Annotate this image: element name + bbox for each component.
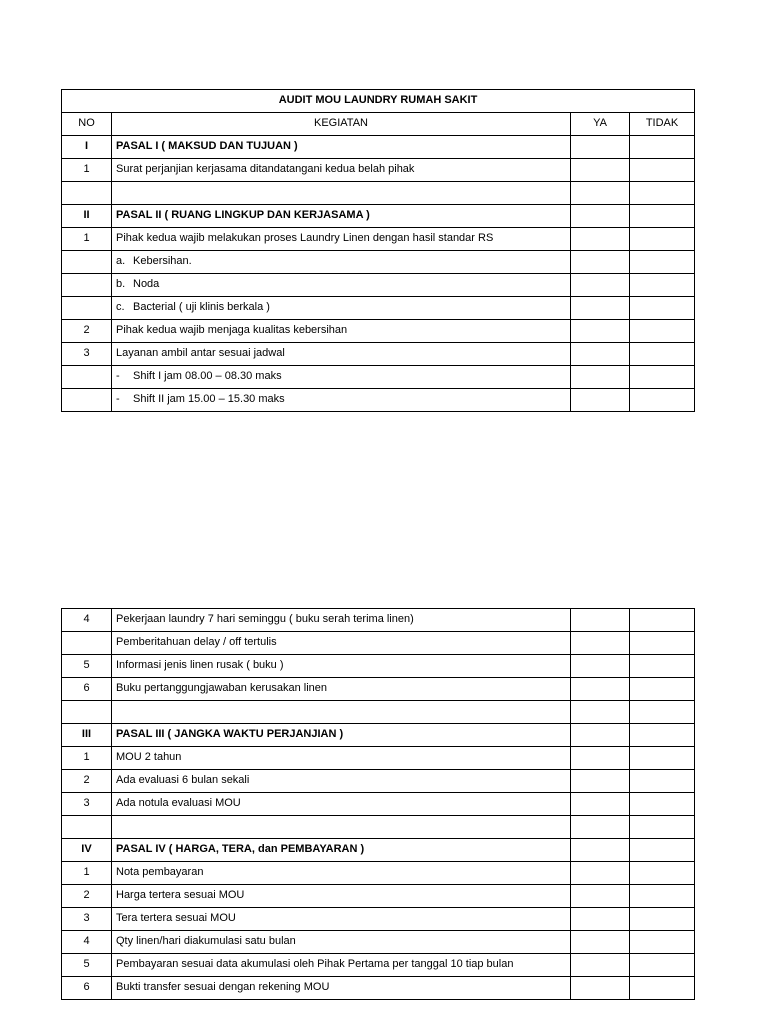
tidak-checkbox-cell[interactable] — [630, 159, 695, 182]
table-row — [62, 816, 695, 839]
table-row — [62, 205, 695, 228]
ya-checkbox-cell[interactable] — [571, 977, 630, 1000]
row-number: 6 — [62, 678, 112, 701]
row-kegiatan: PASAL IV ( HARGA, TERA, dan PEMBAYARAN ) — [112, 839, 571, 862]
tidak-checkbox-cell[interactable] — [630, 609, 695, 632]
document-title: AUDIT MOU LAUNDRY RUMAH SAKIT — [62, 90, 695, 113]
tidak-checkbox-cell[interactable] — [630, 297, 695, 320]
row-number — [62, 251, 112, 274]
table-row — [62, 251, 695, 274]
row-number: 1 — [62, 747, 112, 770]
list-marker: a. — [116, 255, 126, 267]
tidak-checkbox-cell[interactable] — [630, 747, 695, 770]
tidak-checkbox-cell[interactable] — [630, 678, 695, 701]
ya-checkbox-cell[interactable] — [571, 159, 630, 182]
row-text: Noda — [133, 278, 160, 290]
row-number — [62, 297, 112, 320]
row-number — [62, 816, 112, 839]
row-kegiatan: Pekerjaan laundry 7 hari seminggu ( buku serah terima linen) — [112, 609, 571, 632]
row-number: 2 — [62, 770, 112, 793]
row-text: Shift II jam 15.00 – 15.30 maks — [133, 393, 285, 405]
table-row — [62, 389, 695, 412]
audit-table-part-2 — [61, 608, 695, 1000]
ya-checkbox-cell[interactable] — [571, 701, 630, 724]
row-number: 6 — [62, 977, 112, 1000]
row-kegiatan: Surat perjanjian kerjasama ditandatangani kedua belah pihak — [112, 159, 571, 182]
ya-checkbox-cell[interactable] — [571, 908, 630, 931]
ya-checkbox-cell[interactable] — [571, 609, 630, 632]
ya-checkbox-cell[interactable] — [571, 320, 630, 343]
row-kegiatan: PASAL II ( RUANG LINGKUP DAN KERJASAMA ) — [112, 205, 571, 228]
table-row — [62, 747, 695, 770]
ya-checkbox-cell[interactable] — [571, 205, 630, 228]
row-kegiatan — [112, 182, 571, 205]
ya-checkbox-cell[interactable] — [571, 931, 630, 954]
table-row — [62, 366, 695, 389]
row-kegiatan: MOU 2 tahun — [112, 747, 571, 770]
row-number — [62, 632, 112, 655]
ya-checkbox-cell[interactable] — [571, 793, 630, 816]
row-kegiatan — [112, 251, 571, 274]
row-kegiatan — [112, 366, 571, 389]
table-row — [62, 655, 695, 678]
row-text: Shift I jam 08.00 – 08.30 maks — [133, 370, 282, 382]
row-number: 4 — [62, 931, 112, 954]
row-kegiatan: Nota pembayaran — [112, 862, 571, 885]
ya-checkbox-cell[interactable] — [571, 724, 630, 747]
list-marker: c. — [116, 301, 125, 313]
ya-checkbox-cell[interactable] — [571, 678, 630, 701]
table-row — [62, 159, 695, 182]
row-kegiatan: Informasi jenis linen rusak ( buku ) — [112, 655, 571, 678]
row-kegiatan: Pemberitahuan delay / off tertulis — [112, 632, 571, 655]
ya-checkbox-cell[interactable] — [571, 862, 630, 885]
table-row — [62, 977, 695, 1000]
row-kegiatan: Tera tertera sesuai MOU — [112, 908, 571, 931]
table-row — [62, 320, 695, 343]
table-row — [62, 839, 695, 862]
title-row — [62, 90, 695, 113]
table-row — [62, 862, 695, 885]
table-row — [62, 954, 695, 977]
tidak-checkbox-cell[interactable] — [630, 954, 695, 977]
audit-table-part-1 — [61, 89, 695, 412]
tidak-checkbox-cell[interactable] — [630, 205, 695, 228]
row-number: III — [62, 724, 112, 747]
table-row — [62, 609, 695, 632]
table-row — [62, 297, 695, 320]
row-number: 2 — [62, 885, 112, 908]
tidak-checkbox-cell[interactable] — [630, 908, 695, 931]
ya-checkbox-cell[interactable] — [571, 655, 630, 678]
table-row — [62, 701, 695, 724]
tidak-checkbox-cell[interactable] — [630, 977, 695, 1000]
row-number: 5 — [62, 954, 112, 977]
tidak-checkbox-cell[interactable] — [630, 701, 695, 724]
tidak-checkbox-cell[interactable] — [630, 228, 695, 251]
tidak-checkbox-cell[interactable] — [630, 366, 695, 389]
row-kegiatan: Qty linen/hari diakumulasi satu bulan — [112, 931, 571, 954]
table-row — [62, 793, 695, 816]
row-kegiatan: PASAL I ( MAKSUD DAN TUJUAN ) — [112, 136, 571, 159]
table-row — [62, 770, 695, 793]
row-kegiatan: Pihak kedua wajib menjaga kualitas kebersihan — [112, 320, 571, 343]
ya-checkbox-cell[interactable] — [571, 251, 630, 274]
list-marker: - — [116, 393, 120, 405]
row-number: 3 — [62, 343, 112, 366]
row-kegiatan: Buku pertanggungjawaban kerusakan linen — [112, 678, 571, 701]
row-number: IV — [62, 839, 112, 862]
row-kegiatan: PASAL III ( JANGKA WAKTU PERJANJIAN ) — [112, 724, 571, 747]
tidak-checkbox-cell[interactable] — [630, 182, 695, 205]
table-row — [62, 908, 695, 931]
header-tidak: TIDAK — [630, 113, 695, 136]
row-number: II — [62, 205, 112, 228]
header-no: NO — [62, 113, 112, 136]
row-kegiatan — [112, 816, 571, 839]
tidak-checkbox-cell[interactable] — [630, 885, 695, 908]
row-kegiatan: Pihak kedua wajib melakukan proses Laundry Linen dengan hasil standar RS — [112, 228, 571, 251]
row-number: 1 — [62, 862, 112, 885]
ya-checkbox-cell[interactable] — [571, 343, 630, 366]
ya-checkbox-cell[interactable] — [571, 366, 630, 389]
ya-checkbox-cell[interactable] — [571, 228, 630, 251]
row-number — [62, 366, 112, 389]
header-row — [62, 113, 695, 136]
tidak-checkbox-cell[interactable] — [630, 389, 695, 412]
row-kegiatan: Harga tertera sesuai MOU — [112, 885, 571, 908]
list-marker: b. — [116, 278, 126, 290]
tidak-checkbox-cell[interactable] — [630, 274, 695, 297]
row-kegiatan — [112, 701, 571, 724]
row-text: Kebersihan. — [133, 255, 192, 267]
row-number: 3 — [62, 908, 112, 931]
tidak-checkbox-cell[interactable] — [630, 136, 695, 159]
row-kegiatan — [112, 389, 571, 412]
tidak-checkbox-cell[interactable] — [630, 816, 695, 839]
tidak-checkbox-cell[interactable] — [630, 862, 695, 885]
tidak-checkbox-cell[interactable] — [630, 251, 695, 274]
ya-checkbox-cell[interactable] — [571, 770, 630, 793]
row-text: Bacterial ( uji klinis berkala ) — [133, 301, 270, 313]
row-number: 2 — [62, 320, 112, 343]
tidak-checkbox-cell[interactable] — [630, 655, 695, 678]
table-row — [62, 632, 695, 655]
table-row — [62, 228, 695, 251]
tidak-checkbox-cell[interactable] — [630, 839, 695, 862]
ya-checkbox-cell[interactable] — [571, 885, 630, 908]
table-row — [62, 931, 695, 954]
ya-checkbox-cell[interactable] — [571, 389, 630, 412]
tidak-checkbox-cell[interactable] — [630, 770, 695, 793]
row-number: 1 — [62, 159, 112, 182]
table-row — [62, 182, 695, 205]
tidak-checkbox-cell[interactable] — [630, 793, 695, 816]
ya-checkbox-cell[interactable] — [571, 816, 630, 839]
row-number — [62, 701, 112, 724]
row-kegiatan: Bukti transfer sesuai dengan rekening MOU — [112, 977, 571, 1000]
table-row — [62, 343, 695, 366]
row-number — [62, 274, 112, 297]
header-kegiatan: KEGIATAN — [112, 113, 571, 136]
row-kegiatan: Ada notula evaluasi MOU — [112, 793, 571, 816]
row-kegiatan — [112, 274, 571, 297]
row-kegiatan: Layanan ambil antar sesuai jadwal — [112, 343, 571, 366]
row-number — [62, 182, 112, 205]
row-kegiatan: Ada evaluasi 6 bulan sekali — [112, 770, 571, 793]
tidak-checkbox-cell[interactable] — [630, 724, 695, 747]
row-number: 3 — [62, 793, 112, 816]
ya-checkbox-cell[interactable] — [571, 136, 630, 159]
row-kegiatan — [112, 297, 571, 320]
table-row — [62, 724, 695, 747]
ya-checkbox-cell[interactable] — [571, 839, 630, 862]
list-marker: - — [116, 370, 120, 382]
row-kegiatan: Pembayaran sesuai data akumulasi oleh Pihak Pertama per tanggal 10 tiap bulan — [112, 954, 571, 977]
ya-checkbox-cell[interactable] — [571, 297, 630, 320]
ya-checkbox-cell[interactable] — [571, 954, 630, 977]
header-ya: YA — [571, 113, 630, 136]
row-number: 1 — [62, 228, 112, 251]
ya-checkbox-cell[interactable] — [571, 274, 630, 297]
table-row — [62, 136, 695, 159]
row-number: I — [62, 136, 112, 159]
table-row — [62, 274, 695, 297]
tidak-checkbox-cell[interactable] — [630, 931, 695, 954]
row-number — [62, 389, 112, 412]
tidak-checkbox-cell[interactable] — [630, 320, 695, 343]
table-row — [62, 678, 695, 701]
ya-checkbox-cell[interactable] — [571, 182, 630, 205]
tidak-checkbox-cell[interactable] — [630, 343, 695, 366]
row-number: 4 — [62, 609, 112, 632]
ya-checkbox-cell[interactable] — [571, 632, 630, 655]
ya-checkbox-cell[interactable] — [571, 747, 630, 770]
row-number: 5 — [62, 655, 112, 678]
table-row — [62, 885, 695, 908]
tidak-checkbox-cell[interactable] — [630, 632, 695, 655]
